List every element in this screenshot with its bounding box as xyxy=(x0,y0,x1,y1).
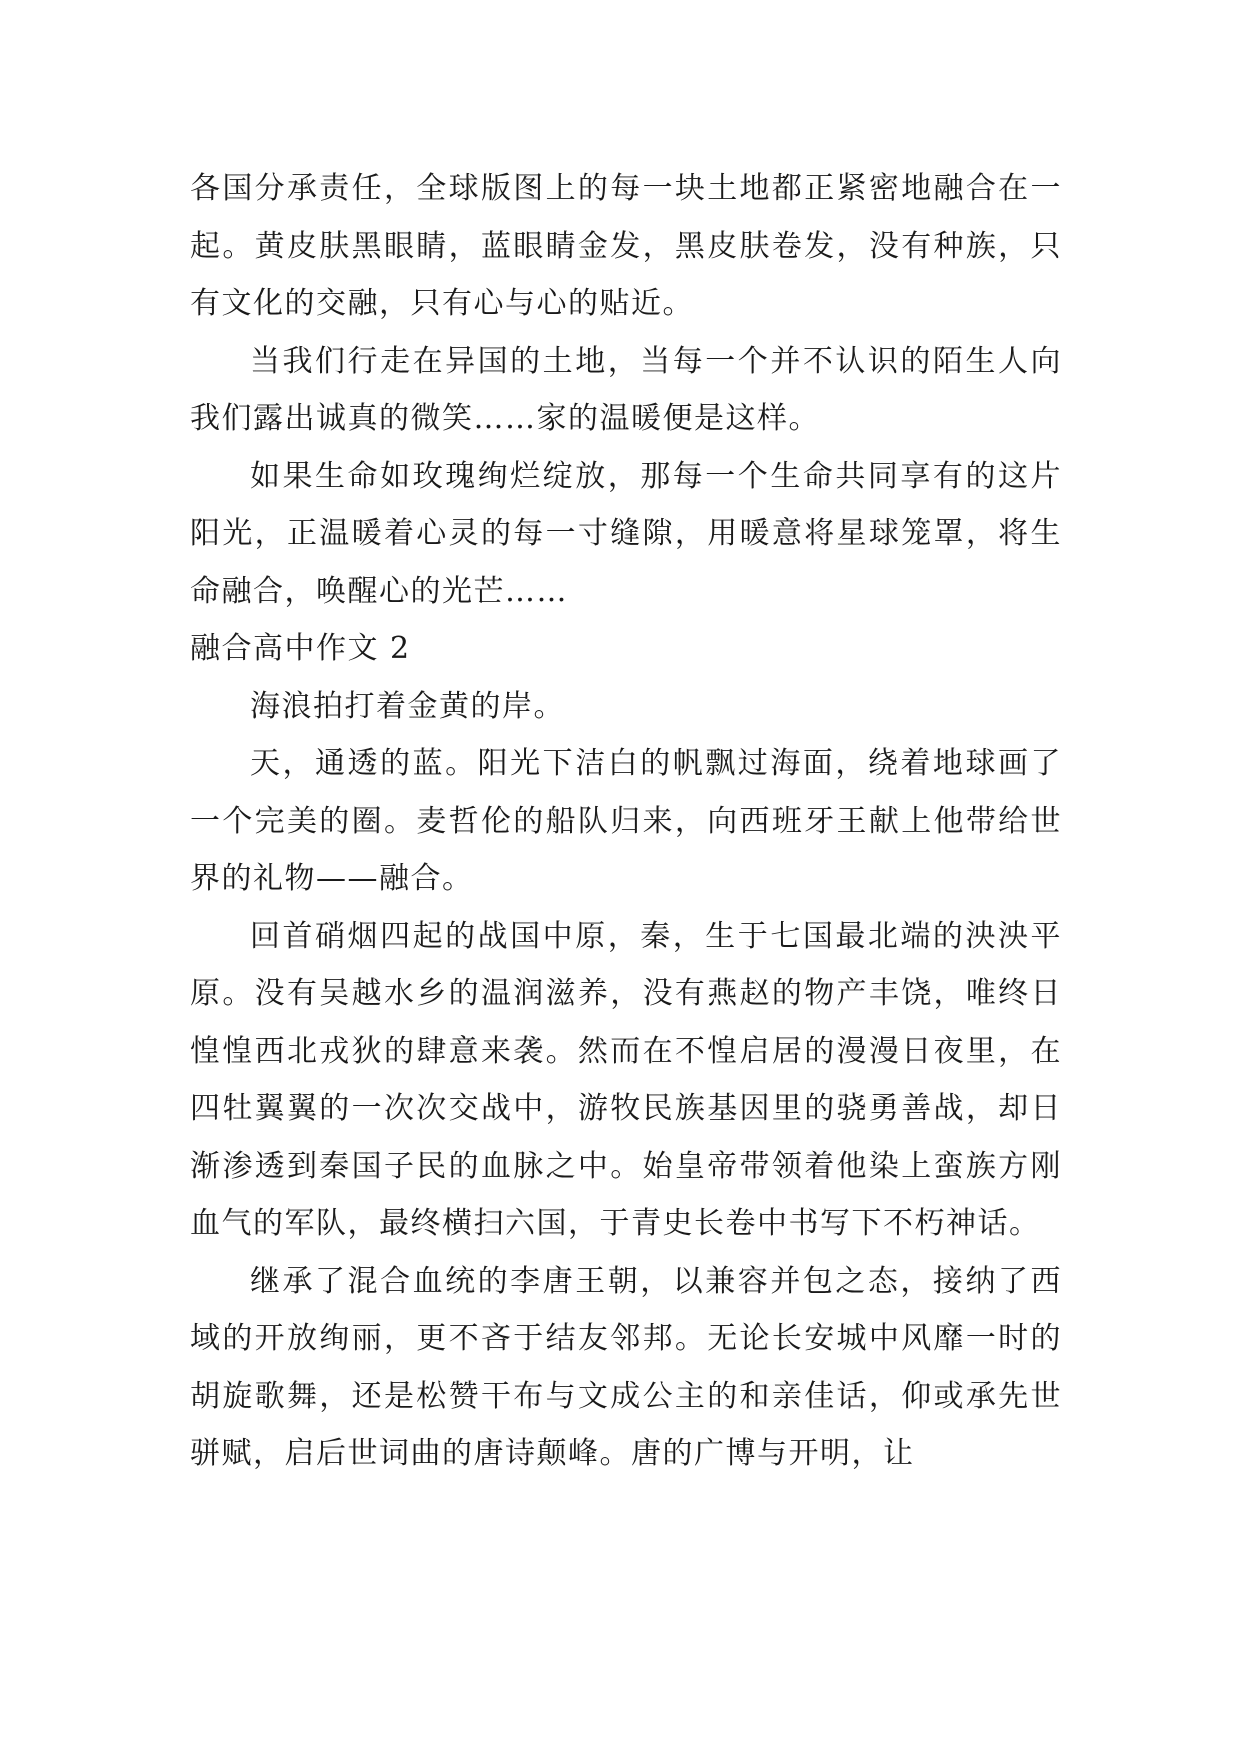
document-body xyxy=(190,160,1062,1483)
section-heading: 融合高中作文 2 xyxy=(190,631,411,666)
paragraph: 海浪拍打着金黄的岸。 xyxy=(250,688,565,724)
paragraph: 如果生命如玫瑰绚烂绽放，那每一个生命共同享有的这片阳光，正温暖着心灵的每一寸缝隙，用暖意将星球笼罩，将生命融合，唤醒心的光芒…… xyxy=(190,458,1062,609)
paragraph: 继承了混合血统的李唐王朝，以兼容并包之态，接纳了西域的开放绚丽，更不吝于结友邻邦。无论长安城中风靡一时的胡旋歌舞，还是松赞干布与文成公主的和亲佳话，仰或承先世骈赋，启后世词曲的唐诗颠峰。唐的广博与开明，让 xyxy=(190,1263,1062,1471)
paragraph: 回首硝烟四起的战国中原，秦，生于七国最北端的泱泱平原。没有吴越水乡的温润滋养，没有燕赵的物产丰饶，唯终日惶惶西北戎狄的肆意来袭。然而在不惶启居的漫漫日夜里，在四牡翼翼的一次次交战中，游牧民族基因里的骁勇善战，却日渐渗透到秦国子民的血脉之中。始皇帝带领着他染上蛮族方刚血气的军队，最终横扫六国，于青史长卷中书写下不朽神话。 xyxy=(190,918,1062,1241)
paragraph: 各国分承责任，全球版图上的每一块土地都正紧密地融合在一起。黄皮肤黑眼睛，蓝眼睛金发，黑皮肤卷发，没有种族，只有文化的交融，只有心与心的贴近。 xyxy=(190,171,1062,321)
paragraph: 当我们行走在异国的土地，当每一个并不认识的陌生人向我们露出诚真的微笑……家的温暖便是这样。 xyxy=(190,343,1062,436)
paragraph: 天，通透的蓝。阳光下洁白的帆飘过海面，绕着地球画了一个完美的圈。麦哲伦的船队归来，向西班牙王献上他带给世界的礼物——融合。 xyxy=(190,746,1062,896)
